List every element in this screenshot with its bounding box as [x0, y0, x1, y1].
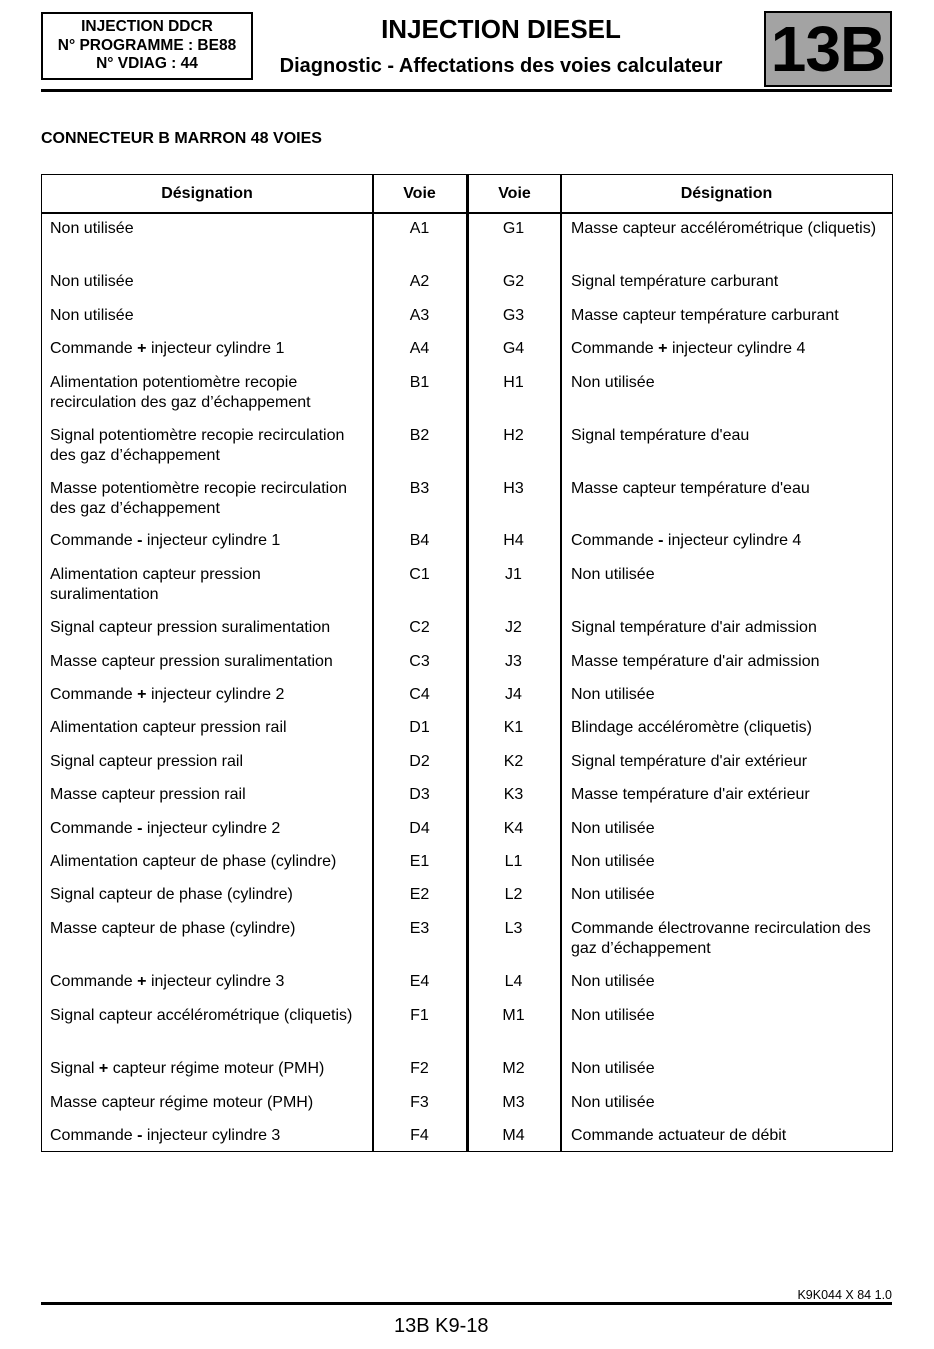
designation-right: Signal température d'air extérieur — [571, 753, 808, 770]
voie-left: C1 — [409, 566, 430, 583]
voie-left: F1 — [410, 1007, 429, 1024]
designation-left: Masse capteur de phase (cylindre) — [50, 920, 296, 937]
designation-right: Non utilisée — [571, 886, 655, 903]
voie-left: C4 — [409, 686, 430, 703]
voie-right: L4 — [504, 973, 523, 990]
voie-left: D4 — [409, 820, 430, 837]
header-voie-right: Voie — [498, 184, 531, 202]
connector-title: CONNECTEUR B MARRON 48 VOIES — [41, 130, 322, 147]
designation-right: Signal température carburant — [571, 273, 779, 290]
voie-right: L1 — [504, 853, 523, 870]
designation-left: Alimentation capteur pression suralimentation — [50, 566, 261, 603]
column-divider — [560, 175, 562, 1151]
designation-left: Signal capteur de phase (cylindre) — [50, 886, 293, 903]
voie-right: J2 — [505, 619, 522, 636]
designation-right: Non utilisée — [571, 1007, 655, 1024]
voie-right: G4 — [502, 340, 525, 357]
voie-right: J3 — [505, 653, 522, 670]
designation-left: Alimentation capteur pression rail — [50, 719, 287, 736]
voie-left: D1 — [409, 719, 430, 736]
voie-left: F3 — [410, 1094, 429, 1111]
voie-left: B1 — [409, 374, 430, 391]
voie-left: D3 — [409, 786, 430, 803]
designation-right: Non utilisée — [571, 686, 655, 703]
voie-right: L3 — [504, 920, 523, 937]
voie-left: B2 — [409, 427, 430, 444]
designation-right: Commande électrovanne recirculation des gaz d’échappement — [571, 920, 871, 957]
voie-left: C2 — [409, 619, 430, 636]
voie-right: K2 — [503, 753, 524, 770]
voie-right: J4 — [505, 686, 522, 703]
voie-left: E1 — [409, 853, 430, 870]
voie-right: G2 — [502, 273, 525, 290]
voie-right: K4 — [503, 820, 524, 837]
header-rule — [41, 89, 892, 92]
voie-right: M3 — [502, 1094, 525, 1111]
page-number: 13B K9-18 — [394, 1315, 489, 1337]
header-voie-left: Voie — [403, 184, 436, 202]
voie-right: M1 — [502, 1007, 525, 1024]
voie-left: D2 — [409, 753, 430, 770]
designation-left: Signal capteur pression suralimentation — [50, 619, 331, 636]
designation-left: Commande - injecteur cylindre 2 — [50, 820, 281, 837]
designation-right: Masse capteur température carburant — [571, 307, 839, 324]
header-designation-left: Désignation — [161, 184, 253, 202]
voie-left: A2 — [409, 273, 430, 290]
designation-left: Signal potentiomètre recopie recirculation des gaz d’échappement — [50, 427, 345, 464]
designation-left: Commande - injecteur cylindre 1 — [50, 532, 281, 549]
designation-right: Non utilisée — [571, 973, 655, 990]
designation-left: Commande + injecteur cylindre 1 — [50, 340, 285, 357]
voie-left: A4 — [409, 340, 430, 357]
designation-left: Alimentation potentiomètre recopie recirculation des gaz d’échappement — [50, 374, 311, 411]
document-subtitle: Diagnostic - Affectations des voies calculateur — [279, 55, 723, 77]
voie-right: H3 — [503, 480, 524, 497]
id-line-injection: INJECTION DDCR — [81, 18, 213, 36]
voie-left: F4 — [410, 1127, 429, 1144]
document-title: INJECTION DIESEL — [381, 14, 621, 44]
voie-right: G3 — [502, 307, 525, 324]
voie-right: K1 — [503, 719, 524, 736]
designation-left: Non utilisée — [50, 307, 134, 324]
section-code-box — [764, 11, 892, 87]
designation-right: Commande actuateur de débit — [571, 1127, 787, 1144]
voie-left: A1 — [409, 220, 430, 237]
voie-right: H4 — [503, 532, 524, 549]
section-code: 13B — [770, 13, 886, 85]
voie-right: H2 — [503, 427, 524, 444]
designation-left: Masse capteur pression suralimentation — [50, 653, 333, 670]
id-line-vdiag: N° VDIAG : 44 — [96, 55, 198, 73]
designation-right: Non utilisée — [571, 1094, 655, 1111]
designation-right: Non utilisée — [571, 566, 655, 583]
column-divider — [372, 175, 374, 1151]
voie-right: M2 — [502, 1060, 525, 1077]
designation-left: Masse capteur pression rail — [50, 786, 246, 803]
header-designation-right: Désignation — [680, 184, 773, 202]
designation-right: Non utilisée — [571, 853, 655, 870]
designation-left: Signal capteur accélérométrique (cliquetis) — [50, 1007, 353, 1024]
designation-right: Masse capteur accélérométrique (cliquetis) — [571, 220, 877, 237]
document-id-box — [41, 12, 253, 80]
voie-right: K3 — [503, 786, 524, 803]
designation-right: Non utilisée — [571, 820, 655, 837]
designation-left: Alimentation capteur de phase (cylindre) — [50, 853, 337, 870]
designation-right: Masse capteur température d'eau — [571, 480, 810, 497]
designation-right: Commande + injecteur cylindre 4 — [571, 340, 806, 357]
voie-left: B4 — [409, 532, 430, 549]
designation-right: Blindage accéléromètre (cliquetis) — [571, 719, 812, 736]
designation-right: Masse température d'air admission — [571, 653, 820, 670]
designation-left: Signal capteur pression rail — [50, 753, 243, 770]
designation-left: Masse potentiomètre recopie recirculation des gaz d’échappement — [50, 480, 348, 517]
id-line-programme: N° PROGRAMME : BE88 — [57, 36, 237, 54]
designation-right: Signal température d'air admission — [571, 619, 817, 636]
designation-left: Commande + injecteur cylindre 3 — [50, 973, 285, 990]
designation-right: Commande - injecteur cylindre 4 — [571, 532, 802, 549]
designation-left: Non utilisée — [50, 273, 134, 290]
header-divider — [42, 212, 892, 214]
document-reference: K9K044 X 84 1.0 — [797, 1288, 892, 1302]
voie-right: L2 — [504, 886, 523, 903]
designation-left: Commande + injecteur cylindre 2 — [50, 686, 285, 703]
designation-right: Non utilisée — [571, 1060, 655, 1077]
designation-right: Masse température d'air extérieur — [571, 786, 810, 803]
footer-rule — [41, 1302, 892, 1305]
pin-assignment-table — [41, 174, 893, 1152]
voie-right: J1 — [505, 566, 522, 583]
designation-right: Signal température d'eau — [571, 427, 750, 444]
designation-right: Non utilisée — [571, 374, 655, 391]
designation-left: Signal + capteur régime moteur (PMH) — [50, 1060, 325, 1077]
voie-left: C3 — [409, 653, 430, 670]
designation-left: Commande - injecteur cylindre 3 — [50, 1127, 281, 1144]
designation-left: Masse capteur régime moteur (PMH) — [50, 1094, 314, 1111]
voie-left: E4 — [409, 973, 430, 990]
voie-right: H1 — [503, 374, 524, 391]
voie-left: E2 — [409, 886, 430, 903]
voie-right: M4 — [502, 1127, 525, 1144]
designation-left: Non utilisée — [50, 220, 134, 237]
voie-left: B3 — [409, 480, 430, 497]
voie-left: F2 — [410, 1060, 429, 1077]
voie-left: A3 — [409, 307, 430, 324]
voie-left: E3 — [409, 920, 430, 937]
voie-right: G1 — [502, 220, 525, 237]
